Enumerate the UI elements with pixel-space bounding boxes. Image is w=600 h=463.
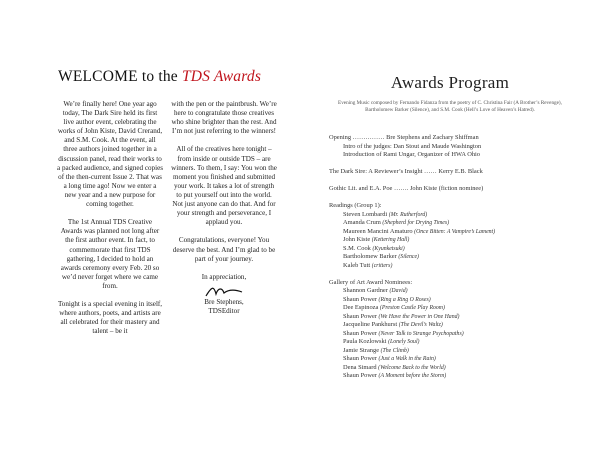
program-line xyxy=(329,287,591,296)
signature-scribble-icon xyxy=(204,284,244,298)
program-line-text: Dena Simard xyxy=(343,363,379,371)
program-line xyxy=(329,372,591,381)
program-line xyxy=(329,279,591,288)
program-line-text: Maureen Mancini Amaturo xyxy=(343,227,415,235)
program-line xyxy=(329,338,591,347)
program-line-work: (A Moment before the Storm) xyxy=(378,373,447,379)
program-line xyxy=(329,202,591,211)
program-line xyxy=(329,330,591,339)
program-line xyxy=(329,262,591,271)
program-line-work: (Lonely Soul) xyxy=(388,339,420,345)
program-line-text: John Kiste xyxy=(343,236,372,243)
program-line-text: Intro of the judges: Dan Stout and Maude Washington xyxy=(343,142,482,150)
signature-name: Bre Stephens, xyxy=(204,297,244,306)
program-line-work: (Just a Walk in the Rain) xyxy=(378,356,436,362)
program-line-work: (Once Bitten: A Vampire’s Lament) xyxy=(414,228,496,235)
welcome-paragraph: Tonight is a special evening in itself, where authors, poets, and artists are all celebrated for their mastery and talent – be it xyxy=(57,300,163,336)
program-line xyxy=(329,168,591,177)
program-line xyxy=(329,253,591,262)
program-line-text: Gothic Lit. and E.A. Poe ……. John Kiste (fiction nominee) xyxy=(329,185,484,192)
sign-off: In appreciation, xyxy=(201,272,247,281)
welcome-title xyxy=(58,68,261,86)
program-line-work: (The Climb) xyxy=(380,347,409,354)
program-line xyxy=(329,364,591,373)
program-line-text: Paula Kozlowski xyxy=(343,338,389,345)
program-line-text: Jamie Strange xyxy=(343,346,381,354)
welcome-paragraph: We’re finally here! One year ago today, The Dark Sire held its first live author event, celebrating the works of John Kiste, David Crerand, and S.M. Cook. At the event, all three authors joined together in a discussion panel, read their works to a packed audience, and signed copies of the then-current Issue 2. That was a long time ago! Now we enter a new year and a new purpose for coming together. xyxy=(57,100,163,209)
program-line xyxy=(329,228,591,237)
program-line-text: The Dark Sire: A Reviewer’s Insight …… Kerry E.B. Black xyxy=(329,168,483,175)
welcome-paragraph: with the pen or the paintbrush. We’re here to congratulate those creatives who shine brighter than the rest. And I’m not just referring to the winners! xyxy=(171,100,277,136)
welcome-title-highlight: TDS Awards xyxy=(181,68,262,85)
program-line-text: Shannon Gardner xyxy=(343,287,390,294)
program-line xyxy=(329,245,591,254)
signature-block xyxy=(171,284,277,316)
program-line-work: (Kettering Hall) xyxy=(371,237,410,243)
program-line-text: Shaun Power xyxy=(343,372,379,379)
program-line-text: Shaun Power xyxy=(343,295,379,303)
program-spacer xyxy=(329,270,591,279)
program-line xyxy=(329,296,591,305)
program-line-text: Steven Lombardi xyxy=(343,210,389,218)
program-line-work: (Never Talk to Strange Psychopaths) xyxy=(378,330,464,337)
program-line-text: Introduction of Rami Ungar, Organizer of HWA Ohio xyxy=(343,151,480,158)
program-line xyxy=(329,211,591,220)
welcome-column-1 xyxy=(57,100,163,346)
program-line-work: (We Have the Power in One Hand) xyxy=(378,313,460,320)
program-line-work: (Preston Castle Play Room) xyxy=(379,305,445,311)
evening-music-note: Evening Music composed by Fernando Fidanza from the poetry of C. Christina Fair (A Brother’s Revenge), Bartholomew Barker (Silence), and S.M. Cook (Hell’s Love of Heaven’s Hatred). xyxy=(338,100,562,113)
program-line xyxy=(329,143,591,152)
program-line-work: (Ring a Ring O Roses) xyxy=(378,296,431,303)
program-line-work: (The Devil’s Waltz) xyxy=(398,322,443,328)
program-line-text: Shaun Power xyxy=(343,355,379,362)
program-list xyxy=(329,134,591,381)
program-line xyxy=(329,347,591,356)
program-page xyxy=(300,0,600,463)
program-line-work: (Kyunketsuki) xyxy=(372,245,405,252)
program-line-text: Shaun Power xyxy=(343,329,379,337)
program-line-text: Opening …………… Bre Stephens and Zachary Shiffman xyxy=(329,134,479,141)
program-line xyxy=(329,313,591,322)
signature-role: TDSEditor xyxy=(208,306,240,315)
program-line xyxy=(329,355,591,364)
program-title: Awards Program xyxy=(390,73,510,92)
program-line xyxy=(329,236,591,245)
welcome-paragraph: The 1st Annual TDS Creative Awards was planned not long after the first author event. In fact, to commemorate that first TDS gathering, I decided to hold an awards ceremony every Feb. 20 so we’d never forget where we came from. xyxy=(60,218,160,290)
welcome-title-prefix: WELCOME to the xyxy=(58,68,182,85)
program-line-text: Gallery of Art Award Nominees: xyxy=(329,278,413,286)
program-spacer xyxy=(329,160,591,169)
welcome-column-2 xyxy=(171,100,277,316)
welcome-paragraph: Congratulations, everyone! You deserve the best. And I’m glad to be part of your journey. xyxy=(172,236,276,263)
program-line xyxy=(329,219,591,228)
program-line-text: Amanda Crum xyxy=(343,219,383,226)
program-line-work: (Welcome Back to the World) xyxy=(378,364,446,371)
program-line-work: (Shepherd for Drying Times) xyxy=(382,220,450,226)
program-line xyxy=(329,321,591,330)
program-line-text: Readings (Group 1): xyxy=(329,202,382,209)
program-spacer xyxy=(329,177,591,186)
program-line xyxy=(329,304,591,313)
program-line-work: (critters) xyxy=(371,262,393,269)
program-line-text: Jacqueline Pankhurst xyxy=(343,321,399,328)
program-line-text: Dee Espinoza xyxy=(343,304,380,311)
welcome-paragraph: All of the creatives here tonight – from inside or outside TDS – are winners. To them, I say: You won the moment you finished and submitted your work. It takes a lot of strength to put yourself out into the world. Not just anyone can do that. And for your strength and perseverance, I applaud you. xyxy=(171,145,277,227)
program-line-work: (Silence) xyxy=(398,254,419,260)
program-line-text: S.M. Cook xyxy=(343,244,373,252)
program-line xyxy=(329,134,591,143)
program-line xyxy=(329,185,591,194)
program-spacer xyxy=(329,194,591,203)
program-line-work: (Mr. Rutherford) xyxy=(388,211,428,218)
program-line xyxy=(329,151,591,160)
program-line-text: Bartholomew Barker xyxy=(343,253,399,260)
program-line-text: Kaleb Tutt xyxy=(343,261,372,269)
program-line-text: Shaun Power xyxy=(343,312,379,320)
program-line-work: (David) xyxy=(389,288,408,294)
